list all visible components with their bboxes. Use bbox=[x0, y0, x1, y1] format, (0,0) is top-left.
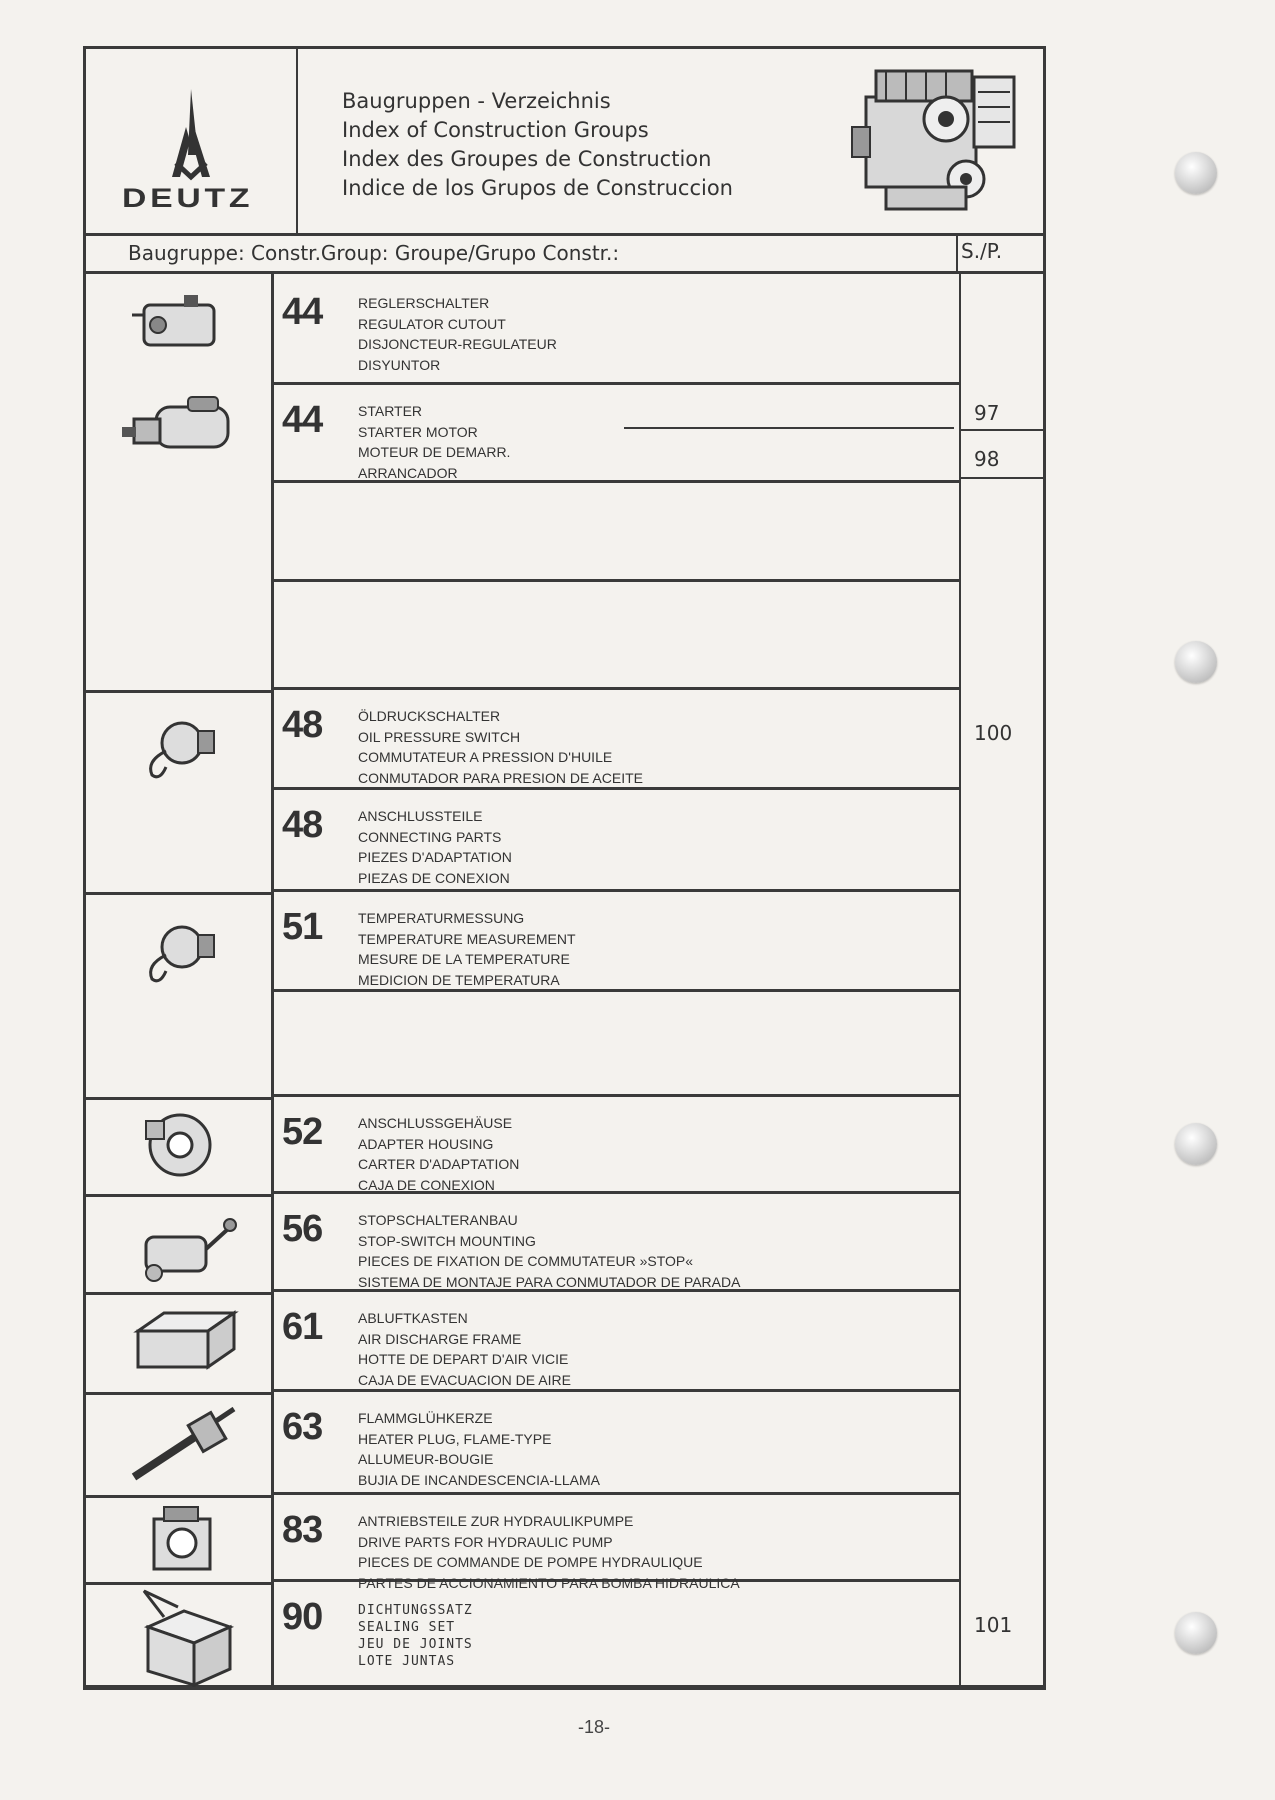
group-number: 51 bbox=[282, 906, 323, 948]
group-description bbox=[358, 1210, 740, 1292]
punch-hole bbox=[1175, 1123, 1217, 1165]
punch-hole bbox=[1175, 641, 1217, 683]
group-number: 44 bbox=[282, 291, 323, 333]
hydraulic-drive-icon bbox=[136, 1501, 236, 1581]
desc-es: CONMUTADOR PARA PRESION DE ACEITE bbox=[358, 769, 643, 786]
group-number: 61 bbox=[282, 1306, 323, 1348]
desc-fr: MOTEUR DE DEMARR. bbox=[358, 444, 511, 460]
group-number: 90 bbox=[282, 1596, 323, 1638]
header bbox=[86, 49, 1043, 236]
column-divider bbox=[956, 235, 958, 271]
title-es: Indice de los Grupos de Construccion bbox=[342, 176, 733, 200]
desc-es: PARTES DE ACCIONAMIENTO PARA BOMBA HIDRAULICA bbox=[358, 1574, 740, 1591]
page-ref: 97 bbox=[974, 401, 1000, 425]
image-row-divider bbox=[86, 1292, 274, 1295]
group-number: 48 bbox=[282, 804, 323, 846]
empty-row bbox=[274, 992, 959, 1097]
group-row bbox=[274, 690, 959, 790]
desc-en: HEATER PLUG, FLAME-TYPE bbox=[358, 1430, 552, 1447]
desc-fr: ALLUMEUR-BOUGIE bbox=[358, 1451, 494, 1467]
group-row bbox=[274, 1495, 959, 1591]
desc-es: LOTE JUNTAS bbox=[358, 1654, 456, 1669]
desc-de: FLAMMGLÜHKERZE bbox=[358, 1410, 493, 1426]
desc-fr: HOTTE DE DEPART D'AIR VICIE bbox=[358, 1351, 569, 1367]
page-column-label: S./P. bbox=[961, 239, 1003, 263]
desc-fr: MESURE DE LA TEMPERATURE bbox=[358, 951, 570, 967]
temperature-sensor-icon bbox=[122, 909, 232, 989]
desc-es: DISYUNTOR bbox=[358, 356, 441, 373]
desc-en: REGULATOR CUTOUT bbox=[358, 315, 506, 332]
desc-de: ANSCHLUSSGEHÄUSE bbox=[358, 1115, 513, 1131]
group-number: 63 bbox=[282, 1406, 323, 1448]
page-column-divider bbox=[959, 274, 961, 1685]
desc-es: MEDICION DE TEMPERATURA bbox=[358, 971, 560, 988]
header-titles bbox=[342, 87, 733, 203]
desc-es: ARRANCADOR bbox=[358, 464, 458, 481]
group-row bbox=[274, 385, 959, 483]
punch-hole bbox=[1175, 1612, 1217, 1654]
column-header bbox=[86, 235, 1043, 274]
desc-de: TEMPERATURMESSUNG bbox=[358, 910, 525, 926]
logo-cell bbox=[86, 49, 298, 233]
desc-fr: CARTER D'ADAPTATION bbox=[358, 1156, 520, 1172]
group-row bbox=[274, 277, 959, 385]
desc-fr: PIEZES D'ADAPTATION bbox=[358, 849, 512, 865]
page-ref: 100 bbox=[974, 721, 1013, 745]
group-row bbox=[274, 1582, 959, 1682]
desc-de: ANTRIEBSTEILE ZUR HYDRAULIKPUMPE bbox=[358, 1513, 634, 1529]
desc-en: CONNECTING PARTS bbox=[358, 828, 502, 845]
group-description bbox=[358, 706, 643, 788]
desc-de: REGLERSCHALTER bbox=[358, 295, 490, 311]
desc-es: SISTEMA DE MONTAJE PARA CONMUTADOR DE PARADA bbox=[358, 1273, 741, 1290]
group-description bbox=[358, 908, 576, 990]
empty-row bbox=[274, 582, 959, 690]
page-cell-divider bbox=[959, 477, 1045, 479]
desc-fr: DISJONCTEUR-REGULATEUR bbox=[358, 336, 557, 352]
title-de: Baugruppen - Verzeichnis bbox=[342, 89, 611, 113]
group-description bbox=[358, 1308, 571, 1390]
group-row bbox=[274, 1392, 959, 1495]
desc-es: CAJA DE EVACUACION DE AIRE bbox=[358, 1371, 571, 1388]
group-row bbox=[274, 1194, 959, 1292]
desc-fr: JEU DE JOINTS bbox=[358, 1637, 473, 1652]
image-row-divider bbox=[86, 1582, 274, 1585]
page-ref: 101 bbox=[974, 1613, 1013, 1637]
group-number: 48 bbox=[282, 704, 323, 746]
group-number: 44 bbox=[282, 399, 323, 441]
oil-pressure-switch-icon bbox=[122, 705, 232, 785]
desc-en: SEALING SET bbox=[358, 1620, 456, 1635]
image-row-divider bbox=[86, 1097, 274, 1100]
desc-en: AIR DISCHARGE FRAME bbox=[358, 1330, 522, 1347]
desc-fr: PIECES DE COMMANDE DE POMPE HYDRAULIQUE bbox=[358, 1554, 703, 1570]
desc-en: TEMPERATURE MEASUREMENT bbox=[358, 930, 576, 947]
desc-de: STARTER bbox=[358, 403, 423, 419]
title-fr: Index des Groupes de Construction bbox=[342, 147, 712, 171]
desc-de: ÖLDRUCKSCHALTER bbox=[358, 708, 501, 724]
desc-de: ANSCHLUSSTEILE bbox=[358, 808, 483, 824]
group-number: 56 bbox=[282, 1208, 323, 1250]
starter-motor-icon bbox=[116, 389, 246, 469]
desc-de: STOPSCHALTERANBAU bbox=[358, 1212, 518, 1228]
group-number: 83 bbox=[282, 1509, 323, 1551]
image-row-divider bbox=[86, 690, 274, 693]
desc-fr: COMMUTATEUR A PRESSION D'HUILE bbox=[358, 749, 613, 765]
empty-row bbox=[274, 483, 959, 582]
air-frame-icon bbox=[124, 1303, 244, 1383]
engine-icon bbox=[846, 57, 1036, 227]
group-number: 52 bbox=[282, 1111, 323, 1153]
group-row bbox=[274, 790, 959, 892]
group-description bbox=[358, 1511, 740, 1593]
stop-switch-icon bbox=[124, 1201, 244, 1291]
group-description bbox=[358, 401, 510, 483]
image-row-divider bbox=[86, 1495, 274, 1498]
page-number: -18- bbox=[578, 1717, 611, 1737]
heater-plug-icon bbox=[124, 1401, 244, 1491]
group-row bbox=[274, 892, 959, 992]
adapter-housing-icon bbox=[136, 1103, 226, 1189]
group-description bbox=[358, 806, 512, 888]
group-description bbox=[358, 1113, 519, 1195]
brand-name: DEUTZ bbox=[122, 183, 254, 213]
group-description bbox=[358, 1408, 600, 1490]
group-description bbox=[358, 1602, 473, 1670]
desc-de: ABLUFTKASTEN bbox=[358, 1310, 468, 1326]
group-column-label: Baugruppe: Constr.Group: Groupe/Grupo Constr.: bbox=[128, 241, 620, 265]
desc-en: STOP-SWITCH MOUNTING bbox=[358, 1232, 536, 1249]
image-row-divider bbox=[86, 1392, 274, 1395]
image-row-divider bbox=[86, 892, 274, 895]
desc-en: ADAPTER HOUSING bbox=[358, 1135, 494, 1152]
title-en: Index of Construction Groups bbox=[342, 118, 649, 142]
regulator-icon bbox=[124, 285, 234, 365]
group-description bbox=[358, 293, 557, 375]
desc-fr: PIECES DE FIXATION DE COMMUTATEUR »STOP« bbox=[358, 1253, 694, 1269]
page-ref: 98 bbox=[974, 447, 1000, 471]
punch-hole bbox=[1175, 152, 1217, 194]
image-row-divider bbox=[86, 1194, 274, 1197]
desc-en: STARTER MOTOR bbox=[358, 423, 478, 440]
index-table bbox=[83, 46, 1046, 1690]
desc-es: BUJIA DE INCANDESCENCIA-LLAMA bbox=[358, 1471, 600, 1488]
desc-de: DICHTUNGSSATZ bbox=[358, 1603, 473, 1618]
desc-en: OIL PRESSURE SWITCH bbox=[358, 728, 521, 745]
seal-kit-box-icon bbox=[134, 1587, 244, 1687]
group-row bbox=[274, 1292, 959, 1392]
page-cell-divider bbox=[959, 429, 1045, 431]
desc-es: PIEZAS DE CONEXION bbox=[358, 869, 510, 886]
desc-es: CAJA DE CONEXION bbox=[358, 1176, 495, 1193]
desc-en: DRIVE PARTS FOR HYDRAULIC PUMP bbox=[358, 1533, 613, 1550]
leader-line bbox=[624, 427, 954, 429]
group-row bbox=[274, 1097, 959, 1194]
